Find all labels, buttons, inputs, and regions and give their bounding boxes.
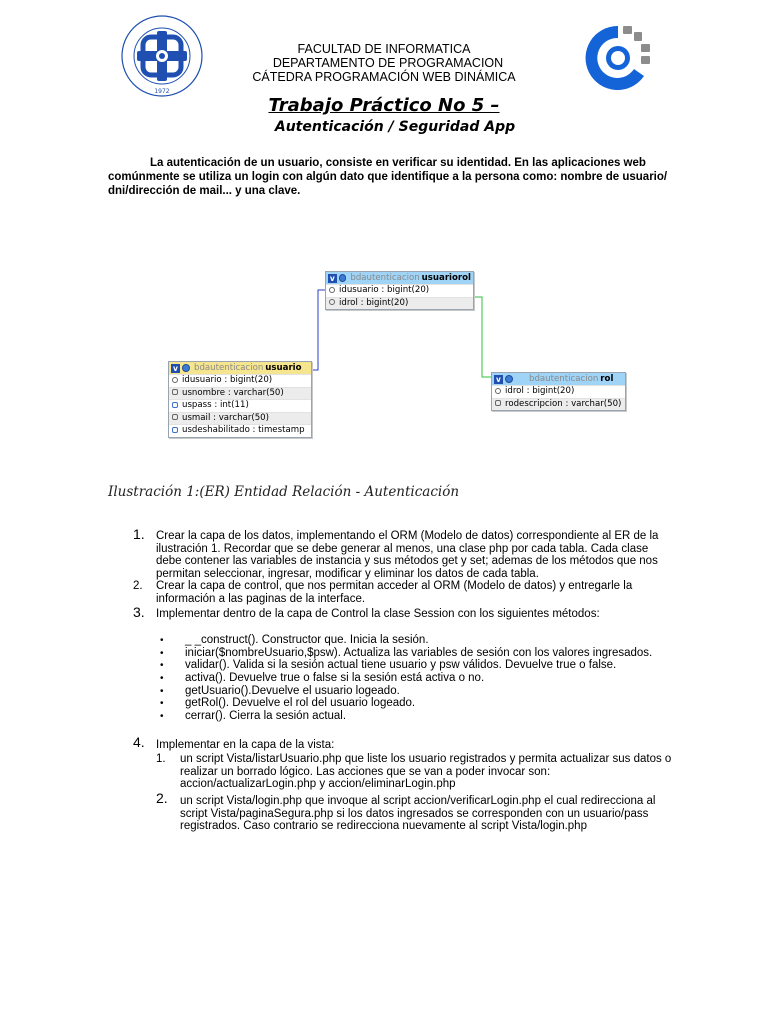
gear-icon: [339, 274, 347, 282]
bullet-icon: •: [160, 686, 164, 697]
method-item: validar(). Valida si la sesión actual tiene usuario y psw válidos. Devuelve true o false.: [185, 659, 617, 671]
gear-icon: [182, 364, 190, 372]
list-item: Implementar en la capa de la vista:: [156, 739, 335, 751]
field-icon: [172, 402, 178, 408]
er-field: usnombre : varchar(50): [169, 387, 311, 400]
er-field: idrol : bigint(20): [492, 385, 625, 398]
er-table-header: [326, 272, 473, 284]
er-field: usmail : varchar(50): [169, 412, 311, 425]
collapse-icon: v: [494, 375, 503, 384]
bullet-icon: •: [160, 660, 164, 671]
sublist-item: un script Vista/listarUsuario.php que liste los usuario registrados y permita actualizar sus datos o realizar un borrado lógico. Las acciones que se van a poder invocar son: accion/actualizarLogin.php y accion/eliminarLogin.php: [180, 753, 672, 791]
db-name: bdautenticacion: [529, 374, 599, 384]
bullet-icon: •: [160, 673, 164, 684]
method-item: getUsuario().Devuelve el usuario logeado.: [185, 685, 400, 697]
sublist-item: un script Vista/login.php que invoque al script accion/verificarLogin.php el cual redirecciona al script Vista/paginaSegura.php si los datos ingresados se corresponden con un usuario/pass registrados. Caso contrario se redirecciona nuevamente al script Vista/login.php: [180, 795, 656, 833]
seal-year: 1972: [154, 88, 170, 95]
method-item: cerrar(). Cierra la sesión actual.: [185, 710, 347, 722]
list-item: Implementar dentro de la capa de Control la clase Session con los siguientes métodos:: [156, 608, 600, 620]
header-faculty: FACULTAD DE INFORMATICA: [297, 42, 471, 56]
er-field: idusuario : bigint(20): [326, 284, 473, 297]
key-icon: [495, 388, 501, 394]
er-field: idusuario : bigint(20): [169, 374, 311, 387]
method-item: _ _construct(). Constructor que. Inicia la sesión.: [185, 634, 429, 646]
er-relations: [0, 0, 768, 480]
key-icon: [172, 377, 178, 383]
collapse-icon: v: [171, 364, 180, 373]
list-number: 1.: [133, 526, 145, 542]
field-icon: [172, 389, 178, 395]
bullet-icon: •: [160, 711, 164, 722]
er-field: idrol : bigint(20): [326, 297, 473, 310]
list-item: Crear la capa de los datos, implementando el ORM (Modelo de datos) correspondiente al ER de la ilustración 1. Recordar que se debe generar al menos, una clase php por cada tabla. Cada clase debe contener las variables de instancia y sus métodos get y set; ademas de los métodos que nos permitan seleccionar, ingresar, modificar y eliminar los datos de cada tabla.: [156, 530, 659, 580]
method-item: getRol(). Devuelve el rol del usuario logeado.: [185, 697, 416, 709]
sublist-number: 2.: [156, 790, 168, 806]
header-department: DEPARTAMENTO DE PROGRAMACION: [272, 56, 504, 70]
field-icon: [495, 400, 501, 406]
intro-paragraph: La autenticación de un usuario, consiste en verificar su identidad. En las aplicaciones web comúnmente se utiliza un login con algún dato que identifique a la persona como: nombre de usuario/ dni/dirección de mail... y una clave.: [108, 157, 668, 197]
er-table-rol: [491, 372, 626, 411]
method-item: iniciar($nombreUsuario,$psw). Actualiza las variables de sesión con los valores ingresados.: [185, 647, 653, 659]
field-icon: [172, 427, 178, 433]
er-field: uspass : int(11): [169, 399, 311, 412]
bullet-icon: •: [160, 648, 164, 659]
er-field: usdeshabilitado : timestamp: [169, 424, 311, 437]
db-name: bdautenticacion: [194, 363, 264, 373]
list-item: Crear la capa de control, que nos permitan acceder al ORM (Modelo de datos) y entregarle la información a las paginas de la interface.: [156, 580, 633, 605]
er-table-header: [492, 373, 625, 385]
er-table-usuario: [168, 361, 312, 438]
key-icon: [329, 287, 335, 293]
gear-icon: [505, 375, 513, 383]
list-number: 2.: [133, 580, 143, 592]
sublist-number: 1.: [156, 753, 166, 765]
bullet-icon: •: [160, 635, 164, 646]
er-field: rodescripcion : varchar(50): [492, 398, 625, 411]
list-number: 4.: [133, 734, 145, 750]
table-name: usuariorol: [421, 273, 471, 283]
table-name: rol: [600, 374, 614, 384]
header-chair: CÁTEDRA PROGRAMACIÓN WEB DINÁMICA: [252, 70, 516, 84]
er-table-header: [169, 362, 311, 374]
bullet-icon: •: [160, 698, 164, 709]
er-table-usuariorol: [325, 271, 474, 310]
table-name: usuario: [265, 363, 302, 373]
key-icon: [329, 299, 335, 305]
field-icon: [172, 414, 178, 420]
document-subtitle: Autenticación / Seguridad App: [274, 119, 516, 135]
list-number: 3.: [133, 604, 145, 620]
collapse-icon: v: [329, 273, 335, 283]
db-name: bdautenticacion: [350, 273, 420, 283]
document-title: Trabajo Práctico No 5 –: [268, 95, 500, 116]
figure-caption: Ilustración 1:(ER) Entidad Relación - Autenticación: [108, 484, 460, 500]
method-item: activa(). Devuelve true o false si la sesión está activa o no.: [185, 672, 485, 684]
